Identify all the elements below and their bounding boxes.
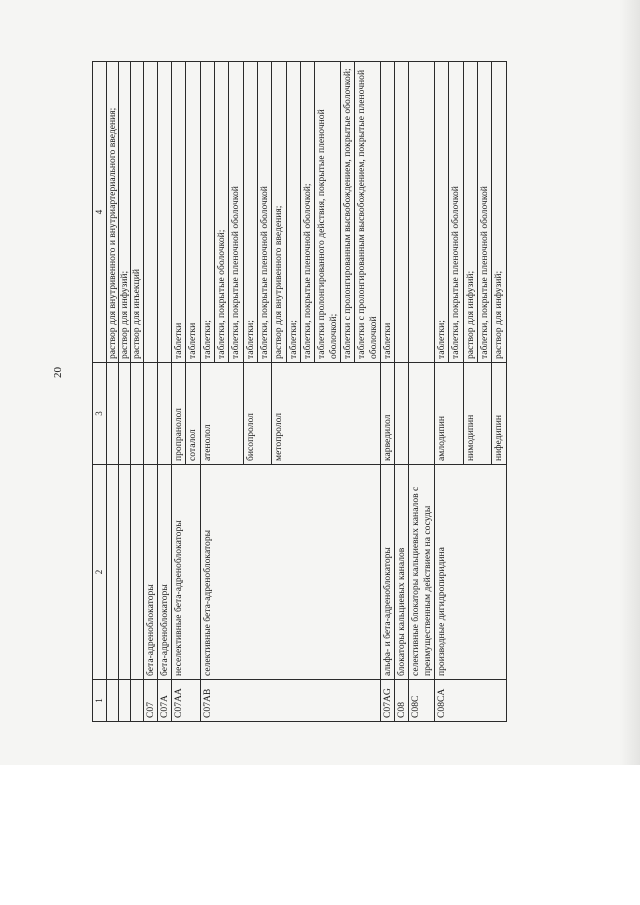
drug-cell: амлодипин bbox=[435, 363, 464, 465]
form-cell: таблетки bbox=[172, 62, 186, 363]
form-cell: таблетки, покрытые пленочной оболочкой bbox=[449, 62, 463, 363]
header-row bbox=[93, 62, 107, 722]
code-cell: C08C bbox=[409, 680, 435, 722]
header-cell: 1 bbox=[93, 680, 107, 722]
drug-cell bbox=[409, 363, 435, 465]
form-cell: раствор для внутривенного и внутриартериального введения; bbox=[106, 62, 118, 363]
header-cell: 2 bbox=[93, 465, 107, 680]
table-row bbox=[435, 62, 449, 722]
group-cell: бета-адреноблокаторы bbox=[157, 465, 171, 680]
form-cell bbox=[157, 62, 171, 363]
code-cell: C07AB bbox=[200, 680, 380, 722]
table-row bbox=[157, 62, 171, 722]
drug-cell: нимодипин bbox=[463, 363, 492, 465]
form-cell: раствор для инфузий; bbox=[118, 62, 130, 363]
code-cell: C07AG bbox=[380, 680, 394, 722]
group-cell: неселективные бета-адреноблокаторы bbox=[172, 465, 201, 680]
continuation-rows bbox=[106, 62, 143, 722]
code-cell bbox=[131, 680, 143, 722]
table-row bbox=[131, 62, 143, 722]
form-cell bbox=[409, 62, 435, 363]
table-row bbox=[395, 62, 409, 722]
table-row bbox=[106, 62, 118, 722]
group-cell: селективные бета-адреноблокаторы bbox=[200, 465, 380, 680]
group-cell bbox=[131, 465, 143, 680]
form-cell: таблетки; bbox=[243, 62, 257, 363]
drug-cell: карведилол bbox=[380, 363, 394, 465]
code-cell: C08CA bbox=[435, 680, 507, 722]
table-row bbox=[172, 62, 186, 722]
form-cell: таблетки, покрытые пленочной оболочкой bbox=[478, 62, 492, 363]
drug-cell bbox=[106, 363, 118, 465]
form-cell: таблетки; bbox=[286, 62, 300, 363]
group-cell bbox=[118, 465, 130, 680]
form-cell bbox=[143, 62, 157, 363]
drug-cell: пропранолол bbox=[172, 363, 186, 465]
group-cell: бета-адреноблокаторы bbox=[143, 465, 157, 680]
drug-cell: нифедипин bbox=[492, 363, 506, 465]
form-cell: таблетки с пролонгированным высвобождением, покрытые пленочной оболочкой bbox=[355, 62, 381, 363]
form-cell: раствор для внутривенного введения; bbox=[272, 62, 286, 363]
drug-cell bbox=[143, 363, 157, 465]
form-cell: таблетки с пролонгированным высвобождением, покрытые оболочкой; bbox=[340, 62, 354, 363]
table-row bbox=[200, 62, 214, 722]
code-cell: C07AA bbox=[172, 680, 201, 722]
group-cell: селективные блокаторы кальциевых каналов с преимущественным действием на сосуды bbox=[409, 465, 435, 680]
drug-cell bbox=[131, 363, 143, 465]
form-cell: таблетки, покрытые пленочной оболочкой bbox=[229, 62, 243, 363]
table-body bbox=[143, 62, 506, 722]
page-number: 20 bbox=[52, 367, 64, 378]
form-cell bbox=[395, 62, 409, 363]
code-cell bbox=[106, 680, 118, 722]
drug-table bbox=[92, 61, 507, 722]
form-cell: раствор для инъекций bbox=[131, 62, 143, 363]
group-cell bbox=[106, 465, 118, 680]
drug-cell bbox=[157, 363, 171, 465]
table-row bbox=[409, 62, 435, 722]
header-cell: 4 bbox=[93, 62, 107, 363]
form-cell: раствор для инфузий; bbox=[492, 62, 506, 363]
table-row bbox=[143, 62, 157, 722]
group-cell: производные дигидропиридина bbox=[435, 465, 507, 680]
form-cell: раствор для инфузий; bbox=[463, 62, 477, 363]
drug-cell: соталол bbox=[186, 363, 200, 465]
table-row bbox=[380, 62, 394, 722]
form-cell: таблетки bbox=[186, 62, 200, 363]
drug-cell: атенолол bbox=[200, 363, 243, 465]
form-cell: таблетки; bbox=[200, 62, 214, 363]
form-cell: таблетки, покрытые оболочкой; bbox=[215, 62, 229, 363]
drug-cell bbox=[118, 363, 130, 465]
group-cell: альфа- и бета-адреноблокаторы bbox=[380, 465, 394, 680]
code-cell: C07A bbox=[157, 680, 171, 722]
table-row bbox=[118, 62, 130, 722]
drug-cell: бисопролол bbox=[243, 363, 272, 465]
form-cell: таблетки, покрытые пленочной оболочкой; bbox=[300, 62, 314, 363]
code-cell: C08 bbox=[395, 680, 409, 722]
form-cell: таблетки bbox=[380, 62, 394, 363]
form-cell: таблетки, покрытые пленочной оболочкой bbox=[258, 62, 272, 363]
form-cell: таблетки; bbox=[435, 62, 449, 363]
drug-cell bbox=[395, 363, 409, 465]
group-cell: блокаторы кальциевых каналов bbox=[395, 465, 409, 680]
code-cell: C07 bbox=[143, 680, 157, 722]
header-cell: 3 bbox=[93, 363, 107, 465]
drug-cell: метопролол bbox=[272, 363, 381, 465]
page-edge-shadow bbox=[620, 0, 640, 765]
form-cell: таблетки пролонгированного действия, покрытые пленочной оболочкой; bbox=[315, 62, 341, 363]
rotated-page-content bbox=[92, 62, 620, 722]
code-cell bbox=[118, 680, 130, 722]
